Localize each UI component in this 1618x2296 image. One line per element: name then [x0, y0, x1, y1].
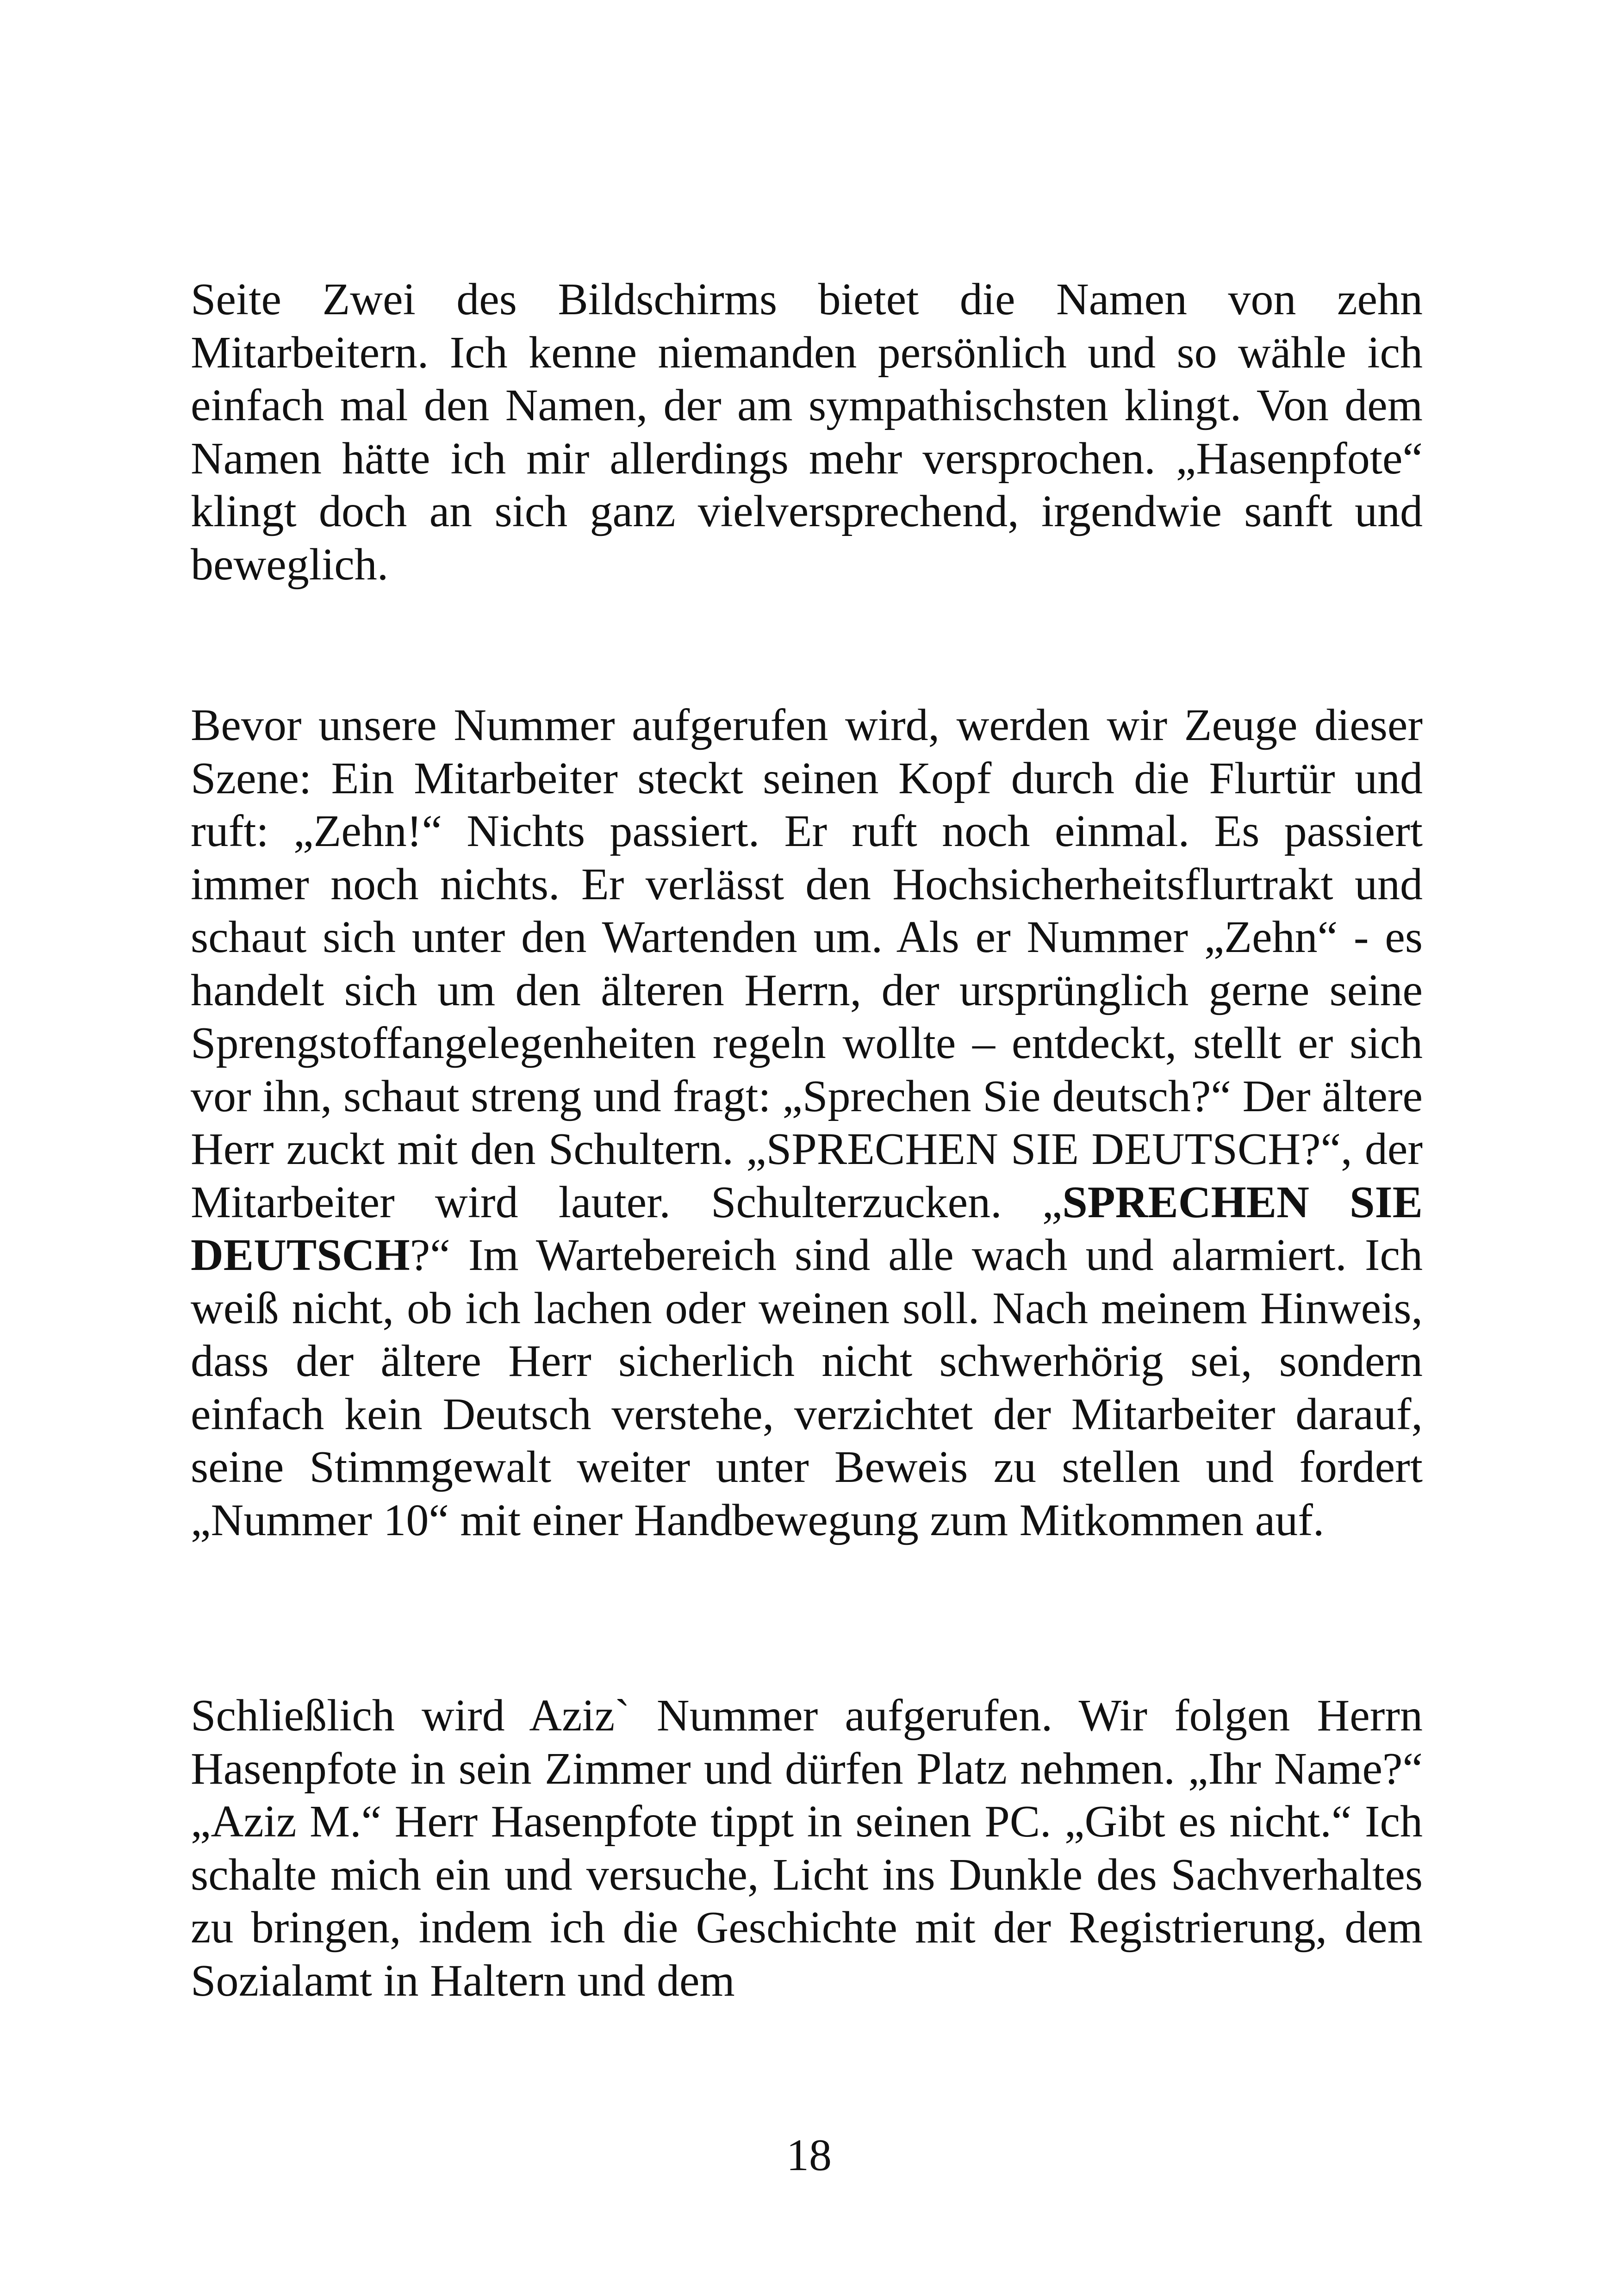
paragraph-3 — [191, 1689, 1423, 2007]
paragraph-2-text-start: Bevor unsere Nummer aufgerufen wird, werden wir Zeuge dieser Szene: Ein Mitarbeiter steckt seinen Kopf durch die Flurtür und ruft: „Zehn!“ Nichts passiert. Er ruft noch einmal. Es passiert immer noch nichts. Er verlässt den Hochsicherheitsflurtrakt und schaut sich unter den Wartenden um. Als er Nummer „Zehn“ - es handelt sich um den älteren Herrn, der ursprünglich gerne seine Sprengstoffangelegenheiten regeln wollte – entdeckt, stellt er sich vor ihn, schaut streng und fragt: „Sprechen Sie deutsch?“ Der ältere Herr zuckt mit den Schultern. „SPRECHEN SIE DEUTSCH?“, der Mitarbeiter wird lauter. Schulterzucken. „ — [191, 700, 1423, 1227]
paragraph-2-text — [191, 699, 1423, 1547]
page-number: 18 — [786, 2130, 832, 2180]
paragraph-2 — [191, 699, 1423, 1547]
paragraph-1-text: Seite Zwei des Bildschirms bietet die Namen von zehn Mitarbeitern. Ich kenne niemanden persönlich und so wähle ich einfach mal den Namen, der am sympathischsten klingt. Von dem Namen hätte ich mir allerdings mehr versprochen. „Hasenpfote“ klingt doch an sich ganz vielversprechend, irgendwie sanft und beweglich. — [191, 274, 1423, 590]
paragraph-3-text: Schließlich wird Aziz` Nummer aufgerufen. Wir folgen Herrn Hasenpfote in sein Zimmer und dürfen Platz nehmen. „Ihr Name?“ „Aziz M.“ Herr Hasenpfote tippt in seinen PC. „Gibt es nicht.“ Ich schalte mich ein und versuche, Licht ins Dunkle des Sachverhaltes zu bringen, indem ich die Geschichte mit der Registrierung, dem Sozialamt in Haltern und dem — [191, 1691, 1423, 2006]
paragraph-2-text-end: ?“ Im Wartebereich sind alle wach und alarmiert. Ich weiß nicht, ob ich lachen oder weinen soll. Nach meinem Hinweis, dass der ältere Herr sicherlich nicht schwerhörig sei, sondern einfach kein Deutsch verstehe, verzichtet der Mitarbeiter darauf, seine Stimmgewalt weiter unter Beweis zu stellen und fordert „Nummer 10“ mit einer Handbewegung zum Mitkommen auf. — [191, 1230, 1423, 1545]
paragraph-1 — [191, 273, 1423, 591]
paragraph-2-bold-phrase: SPRECHEN SIE DEUTSCH — [191, 1177, 1423, 1280]
